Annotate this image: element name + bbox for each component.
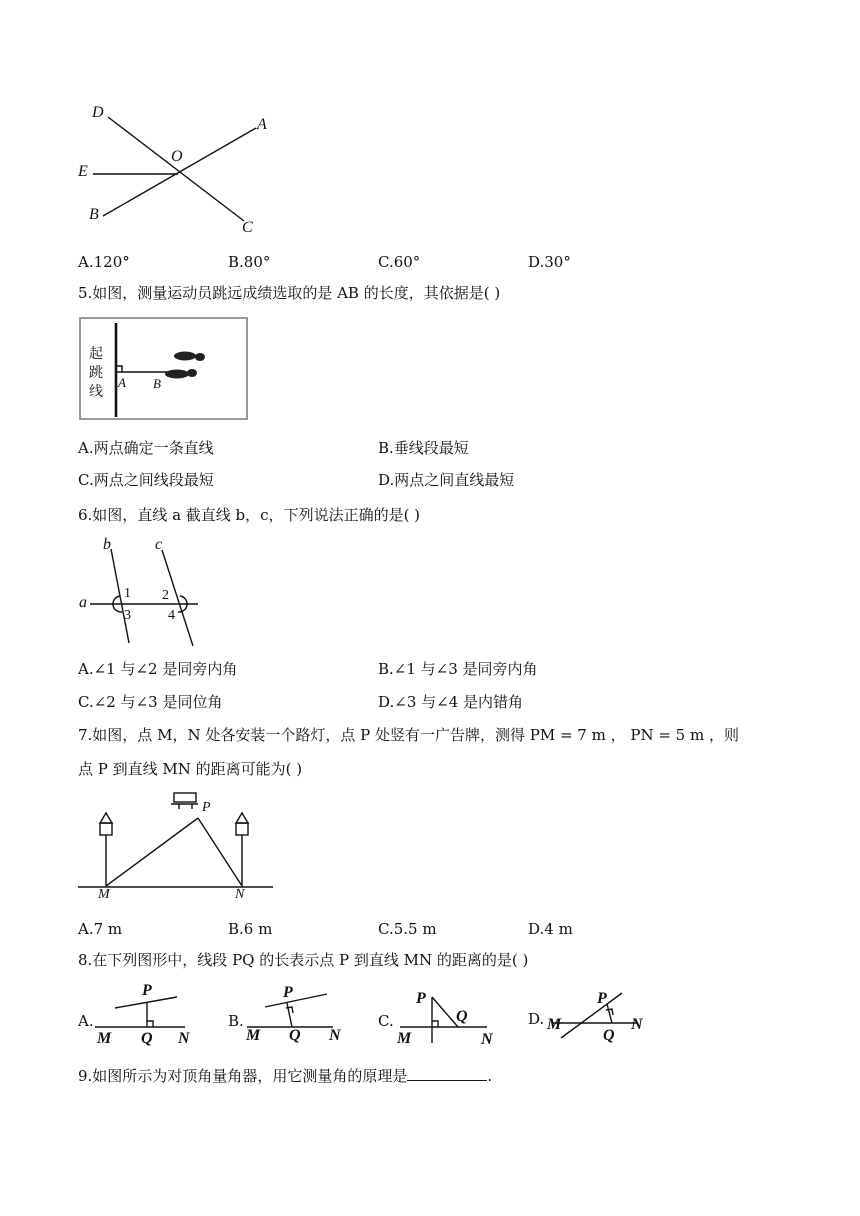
q7-option-a[interactable]: A.7 m xyxy=(78,920,123,938)
q7-figure xyxy=(78,790,278,900)
q6-label-c: c xyxy=(155,536,163,553)
q6-label-a: a xyxy=(79,594,87,611)
q8-c-label-N: N xyxy=(481,1031,493,1048)
q8-option-d-figure[interactable] xyxy=(545,985,645,1045)
q7-option-b[interactable]: B.6 m xyxy=(228,920,273,938)
q5-option-c[interactable]: C.两点之间线段最短 xyxy=(78,471,214,489)
q6-option-d[interactable]: D.∠3 与∠4 是内错角 xyxy=(378,693,524,711)
q6-label-3: 3 xyxy=(124,608,131,623)
q4-label-D: D xyxy=(92,104,104,121)
q8-a-label-Q: Q xyxy=(141,1030,153,1047)
q9-answer-blank[interactable] xyxy=(407,1066,487,1081)
q4-label-C: C xyxy=(242,219,253,236)
q8-a-label-M: M xyxy=(97,1030,112,1047)
q8-option-a-letter[interactable]: A. xyxy=(78,1012,94,1030)
q4-option-b[interactable]: B.80° xyxy=(228,253,271,271)
q4-option-a[interactable]: A.120° xyxy=(78,253,130,271)
q9-stem-period: . xyxy=(487,1067,493,1085)
q7-option-d[interactable]: D.4 m xyxy=(528,920,573,938)
q6-label-b: b xyxy=(103,536,111,553)
q5-option-d[interactable]: D.两点之间直线最短 xyxy=(378,471,515,489)
q9-stem-text: 9.如图所示为对顶角量角器，用它测量角的原理是 xyxy=(78,1067,408,1085)
q4-option-c[interactable]: C.60° xyxy=(378,253,421,271)
q8-a-label-P: P xyxy=(142,982,152,999)
q8-a-label-N: N xyxy=(178,1030,190,1047)
q8-d-label-M: M xyxy=(547,1016,562,1033)
q7-label-P: P xyxy=(202,800,211,815)
q6-stem: 6.如图，直线 a 截直线 b，c，下列说法正确的是( ) xyxy=(78,506,421,524)
q6-label-2: 2 xyxy=(162,588,169,603)
q7-label-M: M xyxy=(98,887,110,902)
q8-option-c-letter[interactable]: C. xyxy=(378,1012,394,1030)
q8-d-label-P: P xyxy=(597,990,607,1007)
q6-label-4: 4 xyxy=(168,608,175,623)
q7-stem-line1: 7.如图，点 M，N 处各安装一个路灯，点 P 处竖有一广告牌，测得 PM = 7 m ， PN = 5 m ，则 xyxy=(78,726,739,744)
q6-option-b[interactable]: B.∠1 与∠3 是同旁内角 xyxy=(378,660,538,678)
q8-c-label-P: P xyxy=(416,990,426,1007)
q6-option-c[interactable]: C.∠2 与∠3 是同位角 xyxy=(78,693,223,711)
q5-stem: 5.如图，测量运动员跳远成绩选取的是 AB 的长度，其依据是( ) xyxy=(78,284,501,302)
q8-d-label-N: N xyxy=(631,1016,643,1033)
q8-d-label-Q: Q xyxy=(603,1027,615,1044)
q9-stem xyxy=(78,1066,492,1086)
q5-line-char-1: 起 xyxy=(89,346,103,362)
q8-b-label-N: N xyxy=(329,1027,341,1044)
q8-c-label-M: M xyxy=(397,1030,412,1047)
q7-option-c[interactable]: C.5.5 m xyxy=(378,920,437,938)
q8-option-b-letter[interactable]: B. xyxy=(228,1012,244,1030)
q8-b-label-P: P xyxy=(283,984,293,1001)
q5-option-a[interactable]: A.两点确定一条直线 xyxy=(78,439,214,457)
q4-label-B: B xyxy=(89,206,99,223)
q5-option-b[interactable]: B.垂线段最短 xyxy=(378,439,469,457)
q4-label-A: A xyxy=(257,116,267,133)
q8-option-d-letter[interactable]: D. xyxy=(528,1010,545,1028)
q5-label-B: B xyxy=(153,376,161,391)
q4-label-E: E xyxy=(78,163,88,180)
q5-line-char-3: 线 xyxy=(89,384,103,400)
q7-stem-line2: 点 P 到直线 MN 的距离可能为( ) xyxy=(78,760,303,778)
q7-label-N: N xyxy=(235,887,245,902)
q6-figure xyxy=(78,536,208,651)
q8-b-label-M: M xyxy=(246,1027,261,1044)
q4-option-d[interactable]: D.30° xyxy=(528,253,571,271)
q4-label-O: O xyxy=(171,148,183,165)
q8-stem: 8.在下列图形中，线段 PQ 的长表示点 P 到直线 MN 的距离的是( ) xyxy=(78,951,529,969)
q5-figure xyxy=(79,317,248,420)
q8-c-label-Q: Q xyxy=(456,1008,468,1025)
q8-b-label-Q: Q xyxy=(289,1027,301,1044)
q6-label-1: 1 xyxy=(124,586,131,601)
q6-option-a[interactable]: A.∠1 与∠2 是同旁内角 xyxy=(78,660,238,678)
q5-line-char-2: 跳 xyxy=(89,365,103,381)
q5-label-A: A xyxy=(118,375,126,390)
